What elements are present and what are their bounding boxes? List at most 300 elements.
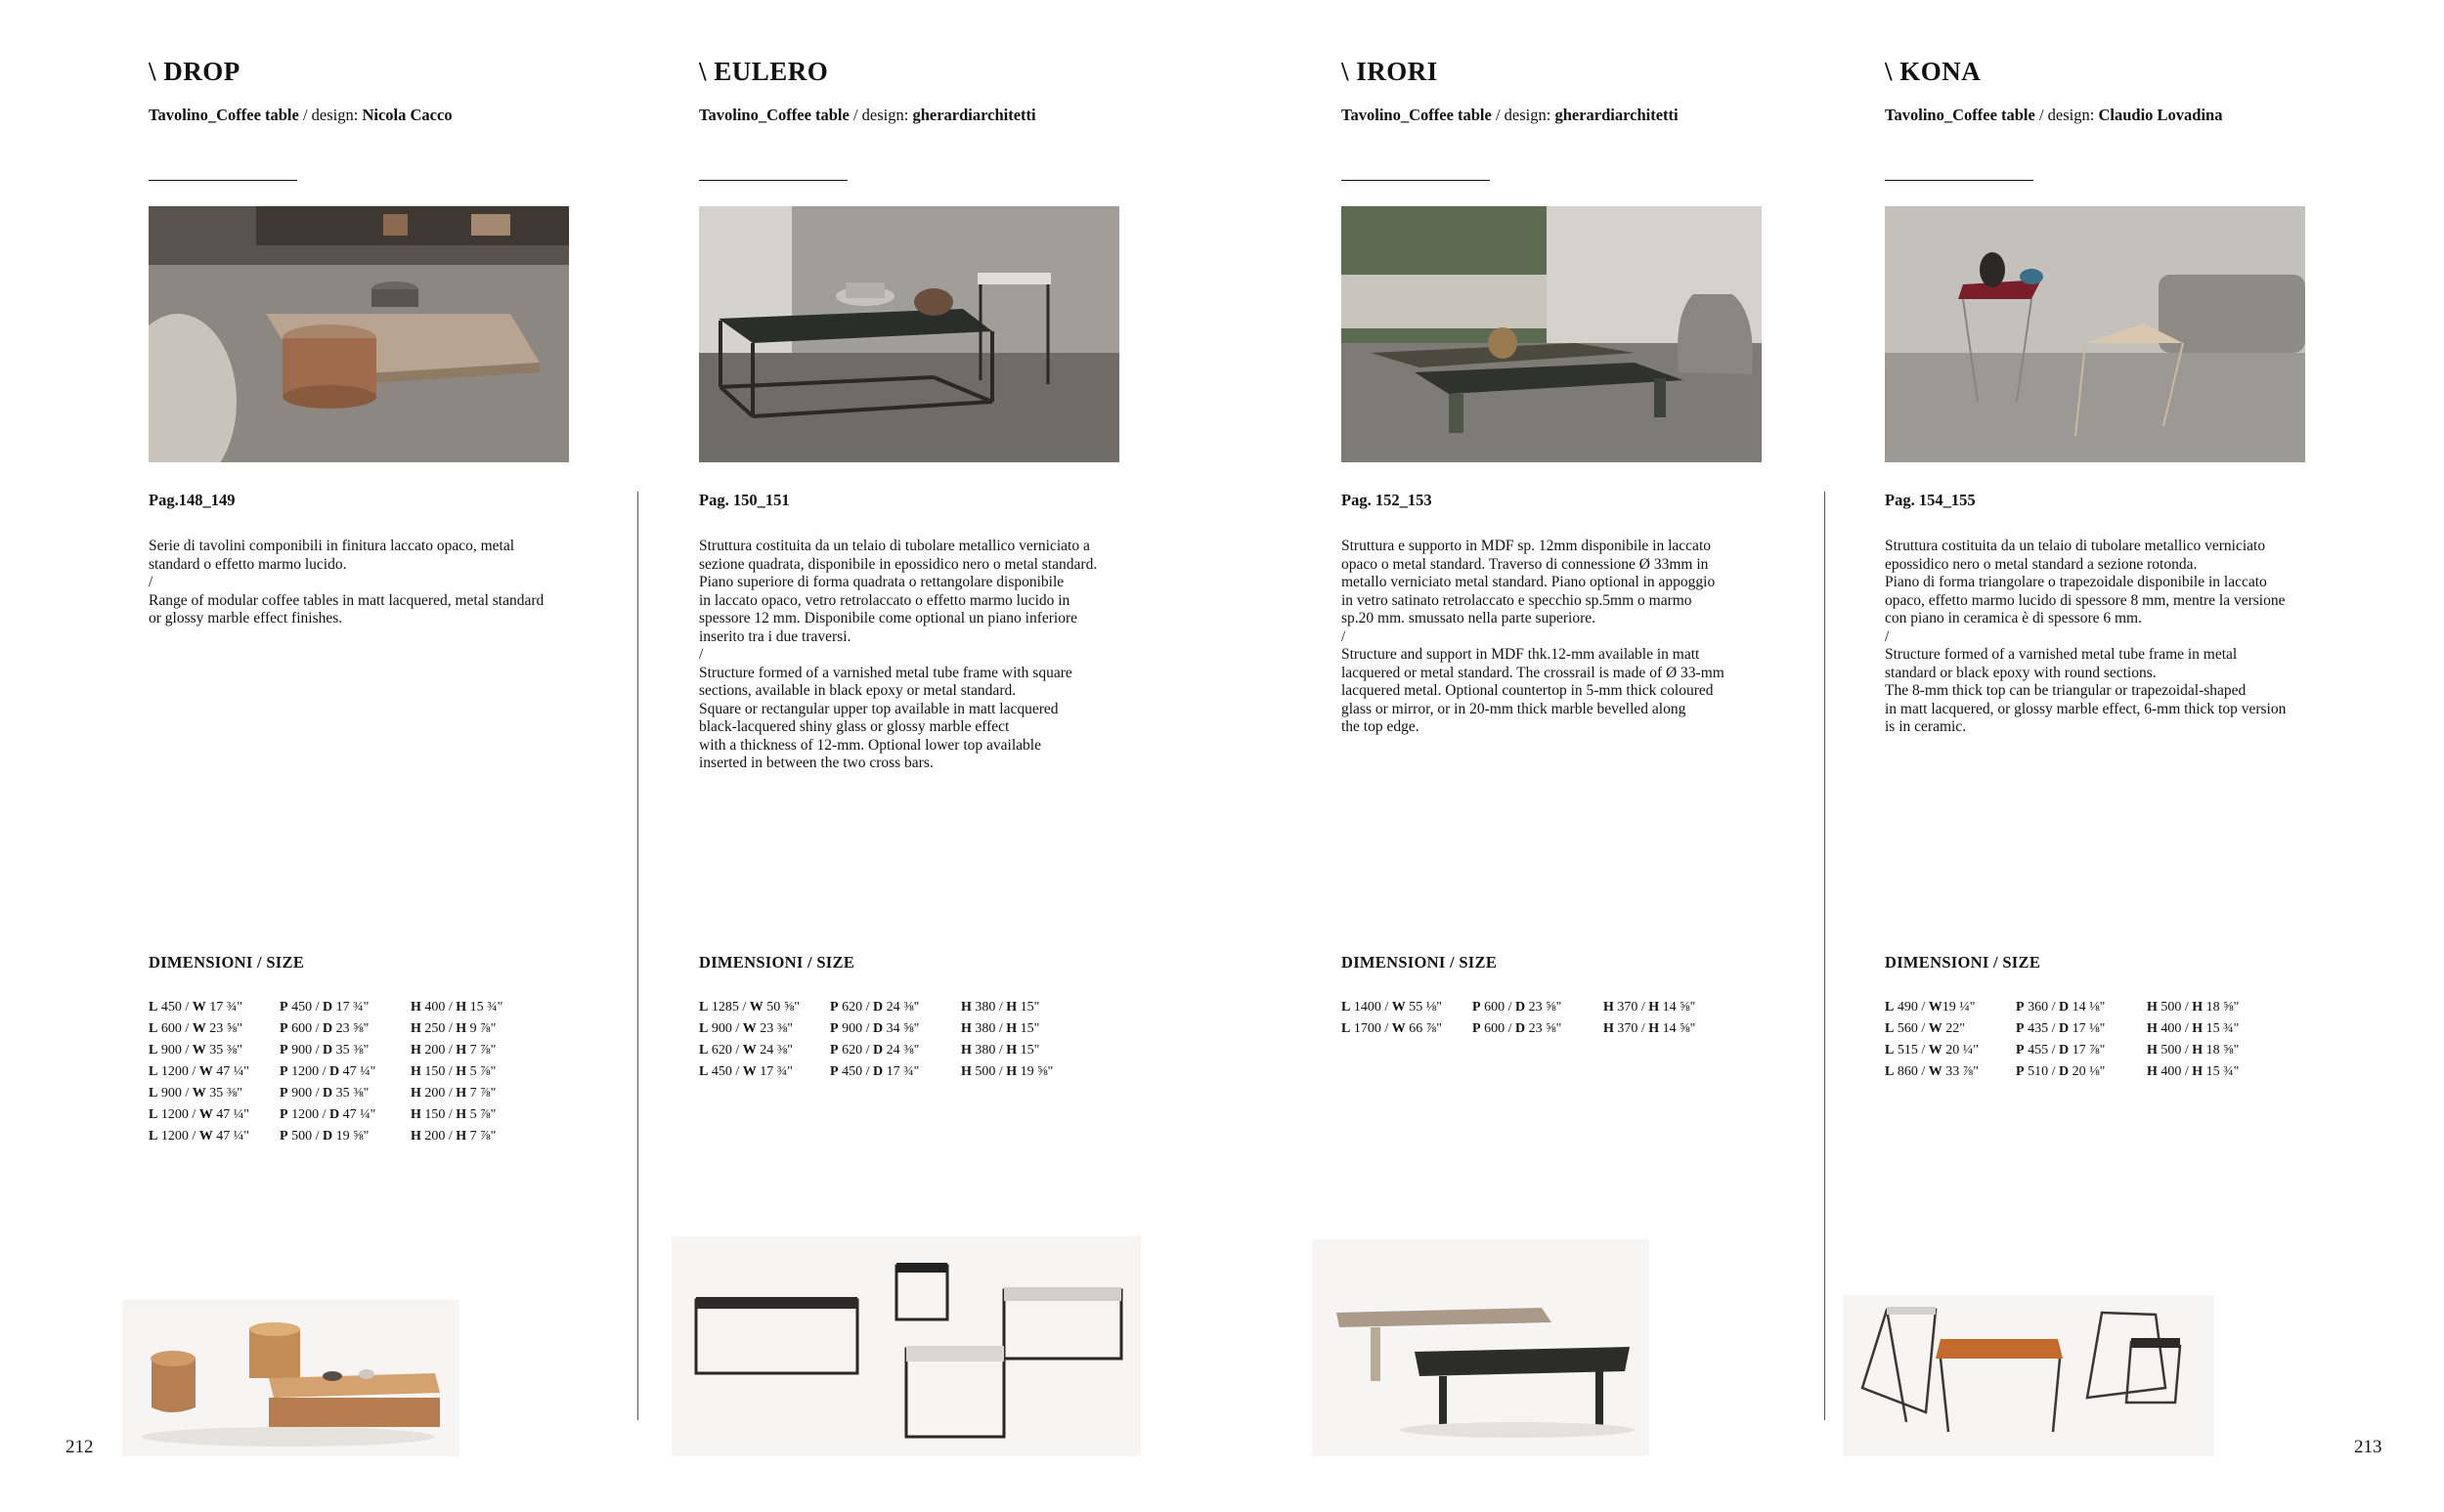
dimension-key: D [2058, 1064, 2070, 1079]
dimension-cell [1341, 997, 1472, 1018]
drop-product-image [122, 1300, 459, 1456]
eulero-product-image [672, 1236, 1141, 1456]
dimension-key: L [1885, 1043, 1895, 1058]
dimension-value: 490 / [1894, 1000, 1929, 1015]
dimension-key: H [2192, 1043, 2204, 1058]
dimensions-heading: DIMENSIONI / SIZE [699, 953, 855, 972]
dimension-value: 15" [1017, 1000, 1040, 1015]
dimension-value: 19 ⅝" [1017, 1064, 1054, 1079]
dimension-value: 47 ¼" [212, 1064, 249, 1079]
dimension-key: H [2147, 1000, 2158, 1015]
title-rule [699, 180, 848, 181]
dimension-key: P [2016, 1000, 2025, 1015]
dimension-value: 18 ⅝" [2203, 1043, 2240, 1058]
dimension-value: 620 / [708, 1043, 743, 1058]
product-subtitle [149, 106, 453, 125]
product-subtitle [699, 106, 1036, 125]
dimension-value: 23 ⅝" [205, 1021, 242, 1036]
dimension-value: 35 ⅜" [205, 1043, 242, 1058]
dimension-value: 560 / [1894, 1021, 1929, 1036]
dimension-value: 24 ⅜" [883, 1000, 920, 1015]
dimension-value: 47 ¼" [339, 1064, 376, 1079]
dimension-key: L [699, 1064, 709, 1079]
dimension-key: H [2147, 1043, 2158, 1058]
dimension-key: W [1928, 1021, 1942, 1036]
dimension-value: 33 ⅞" [1942, 1064, 1979, 1079]
dimension-value: 900 / [157, 1043, 193, 1058]
dimension-cell [411, 1083, 542, 1104]
dimension-value: 15 ¾" [466, 1000, 503, 1015]
dimension-cell [2016, 1040, 2147, 1061]
product-description: Serie di tavolini componibili in finitura laccato opaco, metal standard o effetto marmo lucido. / Range of modular coffee tables in matt lacquered, metal standard or glossy marble effect finishes. [149, 538, 545, 626]
dimension-key: D [322, 1021, 333, 1036]
subtitle-separator: / design: [2034, 106, 2099, 124]
dimension-value: 400 / [420, 1000, 457, 1015]
dimension-key: D [2058, 1043, 2070, 1058]
dimension-key: W [742, 1043, 757, 1058]
dimension-cell [280, 1061, 411, 1083]
product-type: Tavolino_Coffee table [1341, 106, 1492, 124]
dimension-key: W [198, 1064, 213, 1079]
dimension-value: 1700 / [1350, 1021, 1392, 1036]
product-photo-kona [1885, 206, 2305, 462]
dimension-key: P [280, 1107, 288, 1122]
dimension-value: 150 / [420, 1107, 457, 1122]
dimension-key: H [1648, 1021, 1660, 1036]
dimension-key: H [1648, 1000, 1660, 1015]
dimension-key: H [456, 1021, 467, 1036]
dimension-cell [411, 997, 542, 1018]
subtitle-separator: / design: [298, 106, 363, 124]
dimension-key: H [411, 1129, 421, 1144]
dimension-key: H [456, 1086, 467, 1101]
dimension-value: 150 / [420, 1064, 457, 1079]
product-photo-irori [1341, 206, 1762, 462]
dimension-row [1885, 1018, 2278, 1040]
product-title: \ IRORI [1341, 57, 1438, 86]
dimension-key: P [280, 1129, 288, 1144]
dimension-value: 435 / [2024, 1021, 2059, 1036]
dimension-key: L [149, 1086, 158, 1101]
page-number-left: 212 [65, 1437, 94, 1457]
dimension-value: 9 ⅞" [466, 1021, 497, 1036]
dimension-value: 600 / [1480, 1000, 1515, 1015]
dimension-row [1885, 997, 2278, 1018]
dimension-value: 500 / [971, 1064, 1007, 1079]
drop-tables-illustration [122, 1300, 459, 1456]
product-photo-eulero [699, 206, 1119, 462]
dimension-value: 500 / [2157, 1043, 2193, 1058]
dimension-value: 200 / [420, 1043, 457, 1058]
dimension-value: 22" [1942, 1021, 1965, 1036]
dimension-value: 19 ⅝" [332, 1129, 370, 1144]
product-description: Struttura costituita da un telaio di tubolare metallico verniciato a sezione quadrata, disponibile in epossidico nero o metal standard. Piano superiore di forma quadrata o rettangolare disponibile in laccato opaco, vetro retrolaccato o effetto marmo lucido in spessore 12 mm. Disponibile come optional un piano inferiore inserito tra i due traversi. / Structure formed of a varnished metal tube frame with square sections, available in black epoxy or metal standard. Square or rectangular upper top available in matt lacquered black-lacquered shiny glass or glossy marble effect with a thickness of 12-mm. Optional lower top available inserted in between the two cross bars. [699, 538, 1098, 771]
dimension-value: 66 ⅞" [1405, 1021, 1442, 1036]
product-title: \ KONA [1885, 57, 1982, 86]
dimension-key: L [699, 1021, 709, 1036]
subtitle-separator: / design: [849, 106, 913, 124]
dimension-cell [961, 1040, 1092, 1061]
product-title: \ EULERO [699, 57, 829, 86]
page-number-right: 213 [2354, 1437, 2382, 1457]
dimension-cell [149, 1061, 280, 1083]
dimension-key: H [411, 1000, 421, 1015]
dimension-cell [699, 1018, 830, 1040]
dimension-cell [411, 1126, 542, 1147]
dimension-value: 500 / [2157, 1000, 2193, 1015]
dimension-row [149, 1104, 542, 1126]
dimension-key: P [280, 1064, 288, 1079]
dimension-key: H [411, 1107, 421, 1122]
dimension-value: 600 / [287, 1021, 323, 1036]
title-rule [1885, 180, 2033, 181]
dimension-cell [1885, 1061, 2016, 1083]
dimensions-heading: DIMENSIONI / SIZE [1885, 953, 2041, 972]
dimension-value: 23 ⅝" [332, 1021, 370, 1036]
dimension-cell [149, 1126, 280, 1147]
dimension-key: D [322, 1043, 333, 1058]
dimension-key: D [2058, 1021, 2070, 1036]
dimension-value: 900 / [287, 1043, 323, 1058]
dimension-cell [1603, 997, 1734, 1018]
designer-name: Claudio Lovadina [2098, 106, 2223, 124]
dimension-cell [149, 1040, 280, 1061]
dimension-cell [699, 1061, 830, 1083]
dimension-value: 370 / [1613, 1021, 1649, 1036]
dimension-key: L [1341, 1021, 1351, 1036]
dimension-cell [280, 1018, 411, 1040]
dimension-key: D [872, 1043, 884, 1058]
dimension-key: H [1603, 1021, 1614, 1036]
product-description: Struttura costituita da un telaio di tubolare metallico verniciato epossidico nero o metal standard a sezione rotonda. Piano di forma triangolare o trapezoidale disponibile in laccato opaco, effetto marmo lucido di spessore 8 mm, mentre la versione con piano in ceramica è di spessore 6 mm. / Structure formed of a varnished metal tube frame in metal standard or black epoxy with round sections. The 8-mm thick top can be triangular or trapezoidal-shaped in matt lacquered, or glossy marble effect, 6-mm thick top version is in ceramic. [1885, 538, 2287, 735]
product-column-drop [149, 0, 676, 1512]
dimension-key: D [1514, 1000, 1526, 1015]
dimension-value: 35 ⅜" [205, 1086, 242, 1101]
dimension-value: 15" [1017, 1021, 1040, 1036]
dimension-key: P [280, 1000, 288, 1015]
dimension-row [149, 997, 542, 1018]
eulero-tables-illustration [672, 1236, 1141, 1456]
dimensions-table [699, 997, 1092, 1083]
dimension-cell [280, 1104, 411, 1126]
dimension-key: H [456, 1129, 467, 1144]
product-column-kona [1885, 0, 2413, 1512]
dimension-value: 620 / [838, 1000, 873, 1015]
dimension-value: 24 ⅜" [756, 1043, 793, 1058]
dimension-value: 17 ⅞" [2069, 1043, 2106, 1058]
dimension-key: P [830, 1064, 839, 1079]
dimension-cell [280, 1083, 411, 1104]
dimension-key: D [872, 1064, 884, 1079]
dimension-key: D [322, 1129, 333, 1144]
dimension-key: H [2147, 1064, 2158, 1079]
dimension-value: 7 ⅞" [466, 1086, 497, 1101]
dimension-row [1341, 1018, 1734, 1040]
dimension-key: L [1885, 1000, 1895, 1015]
dimension-key: L [1885, 1064, 1895, 1079]
dimension-value: 380 / [971, 1021, 1007, 1036]
dimension-key: W [198, 1107, 213, 1122]
title-rule [149, 180, 297, 181]
dimension-cell [2147, 1040, 2278, 1061]
product-title: \ DROP [149, 57, 240, 86]
dimension-value: 500 / [287, 1129, 323, 1144]
dimension-cell [280, 997, 411, 1018]
dimension-key: H [2192, 1021, 2204, 1036]
column-divider [1824, 492, 1825, 1420]
kona-product-image [1843, 1295, 2214, 1456]
dimension-key: H [411, 1043, 421, 1058]
dimensions-table [1341, 997, 1734, 1040]
dimensions-table [149, 997, 542, 1147]
dimension-key: P [280, 1086, 288, 1101]
dimension-key: W [742, 1064, 757, 1079]
dimension-value: 24 ⅜" [883, 1043, 920, 1058]
dimension-key: H [456, 1107, 467, 1122]
dimension-value: 450 / [157, 1000, 193, 1015]
dimension-key: D [2058, 1000, 2070, 1015]
dimension-value: 17 ¾" [205, 1000, 242, 1015]
dimension-key: W [1928, 1000, 1942, 1015]
dimension-cell [1885, 997, 2016, 1018]
dimension-key: W [192, 1000, 206, 1015]
dimension-value: 1200 / [157, 1129, 199, 1144]
dimension-value: 17 ⅛" [2069, 1021, 2106, 1036]
dimension-key: H [1006, 1064, 1018, 1079]
title-rule [1341, 180, 1490, 181]
designer-name: gherardiarchitetti [912, 106, 1036, 124]
dimension-value: 23 ⅝" [1525, 1021, 1562, 1036]
dimension-value: 14 ⅝" [1659, 1000, 1696, 1015]
dimension-cell [149, 1104, 280, 1126]
dimension-cell [830, 1040, 961, 1061]
dimension-key: W [192, 1021, 206, 1036]
dimension-value: 23 ⅜" [756, 1021, 793, 1036]
dimension-row [699, 1040, 1092, 1061]
dimension-key: D [328, 1107, 340, 1122]
dimension-key: H [456, 1043, 467, 1058]
dimension-value: 900 / [287, 1086, 323, 1101]
dimension-key: P [830, 1000, 839, 1015]
dimension-key: P [2016, 1064, 2025, 1079]
dimension-value: 380 / [971, 1043, 1007, 1058]
dimension-value: 900 / [838, 1021, 873, 1036]
dimension-value: 1400 / [1350, 1000, 1392, 1015]
dimension-key: W [749, 1000, 764, 1015]
dimension-cell [280, 1040, 411, 1061]
dimension-key: H [961, 1021, 972, 1036]
dimension-value: 1200 / [287, 1064, 329, 1079]
dimension-key: H [961, 1000, 972, 1015]
dimension-value: 34 ⅝" [883, 1021, 920, 1036]
dimension-value: 15" [1017, 1043, 1040, 1058]
dimension-value: 35 ⅜" [332, 1043, 370, 1058]
dimension-key: D [328, 1064, 340, 1079]
dimension-value: 18 ⅝" [2203, 1000, 2240, 1015]
dimension-key: H [456, 1064, 467, 1079]
dimension-key: H [2192, 1064, 2204, 1079]
dimension-value: 17 ¾" [756, 1064, 793, 1079]
dimension-key: H [411, 1064, 421, 1079]
dimension-cell [1885, 1040, 2016, 1061]
dimension-cell [1472, 1018, 1603, 1040]
dimension-value: 5 ⅞" [466, 1064, 497, 1079]
dimension-key: D [322, 1000, 333, 1015]
dimension-key: W [1928, 1043, 1942, 1058]
irori-tables-illustration [1312, 1239, 1649, 1456]
dimension-cell [1472, 997, 1603, 1018]
dimension-value: 7 ⅞" [466, 1043, 497, 1058]
dimension-key: D [872, 1000, 884, 1015]
dimension-key: L [149, 1107, 158, 1122]
dimension-cell [961, 1018, 1092, 1040]
dimension-value: 17 ¾" [883, 1064, 920, 1079]
dimension-key: W [742, 1021, 757, 1036]
dimension-row [1885, 1061, 2278, 1083]
dimension-cell [1603, 1018, 1734, 1040]
dimension-key: P [830, 1043, 839, 1058]
dimension-key: H [961, 1043, 972, 1058]
dimension-value: 620 / [838, 1043, 873, 1058]
dimension-key: W [1391, 1021, 1406, 1036]
irori-room-photo [1341, 206, 1762, 462]
dimension-value: 900 / [157, 1086, 193, 1101]
dimension-key: H [1603, 1000, 1614, 1015]
dimension-key: H [411, 1086, 421, 1101]
dimension-key: W [1928, 1064, 1942, 1079]
dimension-value: 450 / [708, 1064, 743, 1079]
dimension-cell [411, 1018, 542, 1040]
catalog-page-reference: Pag.148_149 [149, 491, 236, 509]
dimension-cell [2147, 1061, 2278, 1083]
dimension-row [149, 1126, 542, 1147]
dimension-key: P [1472, 1021, 1481, 1036]
drop-room-photo [149, 206, 569, 462]
dimension-key: H [2147, 1021, 2158, 1036]
column-divider [637, 492, 638, 1420]
dimension-value: 455 / [2024, 1043, 2059, 1058]
dimension-value: 47 ¼" [212, 1129, 249, 1144]
designer-name: Nicola Cacco [362, 106, 453, 124]
dimension-cell [411, 1104, 542, 1126]
dimensions-heading: DIMENSIONI / SIZE [1341, 953, 1498, 972]
dimension-value: 250 / [420, 1021, 457, 1036]
dimension-key: W [198, 1129, 213, 1144]
dimension-value: 15 ¾" [2203, 1064, 2240, 1079]
product-description: Struttura e supporto in MDF sp. 12mm disponibile in laccato opaco o metal standard. Traverso di connessione Ø 33mm in metallo verniciato metal standard. Piano optional in appoggio in vetro satinato retrolaccato e specchio sp.5mm o marmo sp.20 mm. smussato nella parte superiore. / Structure and support in MDF thk.12-mm available in matt lacquered or metal standard. The crossrail is made of Ø 33-mm lacquered metal. Optional countertop in 5-mm thick coloured glass or mirror, or in 20-mm thick marble bevelled along the top edge. [1341, 538, 1724, 735]
product-subtitle [1341, 106, 1679, 125]
eulero-room-photo [699, 206, 1119, 462]
dimension-key: P [2016, 1021, 2025, 1036]
dimension-cell [411, 1040, 542, 1061]
kona-room-photo [1885, 206, 2305, 462]
dimension-key: H [2192, 1000, 2204, 1015]
dimension-cell [830, 1018, 961, 1040]
dimension-key: P [280, 1043, 288, 1058]
dimension-key: P [2016, 1043, 2025, 1058]
dimension-value: 19 ¼" [1942, 1000, 1976, 1015]
dimension-key: L [149, 1021, 158, 1036]
dimension-value: 1200 / [287, 1107, 329, 1122]
dimension-value: 50 ⅝" [763, 1000, 800, 1015]
dimension-cell [961, 997, 1092, 1018]
dimension-value: 510 / [2024, 1064, 2059, 1079]
product-photo-drop [149, 206, 569, 462]
dimension-key: W [192, 1043, 206, 1058]
dimension-row [699, 1018, 1092, 1040]
dimension-value: 14 ⅛" [2069, 1000, 2106, 1015]
dimension-value: 1200 / [157, 1107, 199, 1122]
dimension-value: 14 ⅝" [1659, 1021, 1696, 1036]
dimension-key: L [1341, 1000, 1351, 1015]
dimension-key: D [1514, 1021, 1526, 1036]
dimension-value: 5 ⅞" [466, 1107, 497, 1122]
subtitle-separator: / design: [1491, 106, 1555, 124]
dimension-value: 23 ⅝" [1525, 1000, 1562, 1015]
dimension-value: 600 / [157, 1021, 193, 1036]
dimension-value: 380 / [971, 1000, 1007, 1015]
dimension-cell [2147, 1018, 2278, 1040]
dimension-key: D [322, 1086, 333, 1101]
dimension-cell [1341, 1018, 1472, 1040]
dimension-value: 47 ¼" [339, 1107, 376, 1122]
dimension-cell [411, 1061, 542, 1083]
dimension-row [1341, 997, 1734, 1018]
dimension-cell [699, 997, 830, 1018]
catalog-page-reference: Pag. 154_155 [1885, 491, 1976, 509]
dimension-cell [2016, 1061, 2147, 1083]
dimension-key: L [149, 1064, 158, 1079]
dimension-value: 1285 / [708, 1000, 750, 1015]
dimension-value: 55 ⅛" [1405, 1000, 1442, 1015]
dimension-key: D [872, 1021, 884, 1036]
dimension-key: L [149, 1043, 158, 1058]
kona-tables-illustration [1843, 1295, 2214, 1456]
dimension-value: 17 ¾" [332, 1000, 370, 1015]
dimension-row [149, 1083, 542, 1104]
dimension-key: L [149, 1129, 158, 1144]
dimension-value: 450 / [838, 1064, 873, 1079]
dimension-key: W [192, 1086, 206, 1101]
dimension-value: 7 ⅞" [466, 1129, 497, 1144]
dimension-cell [830, 1061, 961, 1083]
dimension-row [699, 997, 1092, 1018]
dimension-cell [280, 1126, 411, 1147]
dimension-cell [149, 1083, 280, 1104]
dimension-value: 860 / [1894, 1064, 1929, 1079]
dimension-row [1885, 1040, 2278, 1061]
product-type: Tavolino_Coffee table [149, 106, 299, 124]
dimension-value: 515 / [1894, 1043, 1929, 1058]
dimension-key: W [1391, 1000, 1406, 1015]
dimension-cell [149, 1018, 280, 1040]
dimension-key: L [699, 1043, 709, 1058]
dimension-value: 47 ¼" [212, 1107, 249, 1122]
dimension-value: 370 / [1613, 1000, 1649, 1015]
dimension-value: 450 / [287, 1000, 323, 1015]
dimension-cell [2147, 997, 2278, 1018]
dimension-row [149, 1061, 542, 1083]
dimension-key: L [1885, 1021, 1895, 1036]
dimension-value: 900 / [708, 1021, 743, 1036]
irori-product-image [1312, 1239, 1649, 1456]
designer-name: gherardiarchitetti [1554, 106, 1679, 124]
dimension-key: P [830, 1021, 839, 1036]
dimension-cell [149, 997, 280, 1018]
dimension-value: 1200 / [157, 1064, 199, 1079]
dimension-key: H [1006, 1021, 1018, 1036]
dimension-cell [830, 997, 961, 1018]
